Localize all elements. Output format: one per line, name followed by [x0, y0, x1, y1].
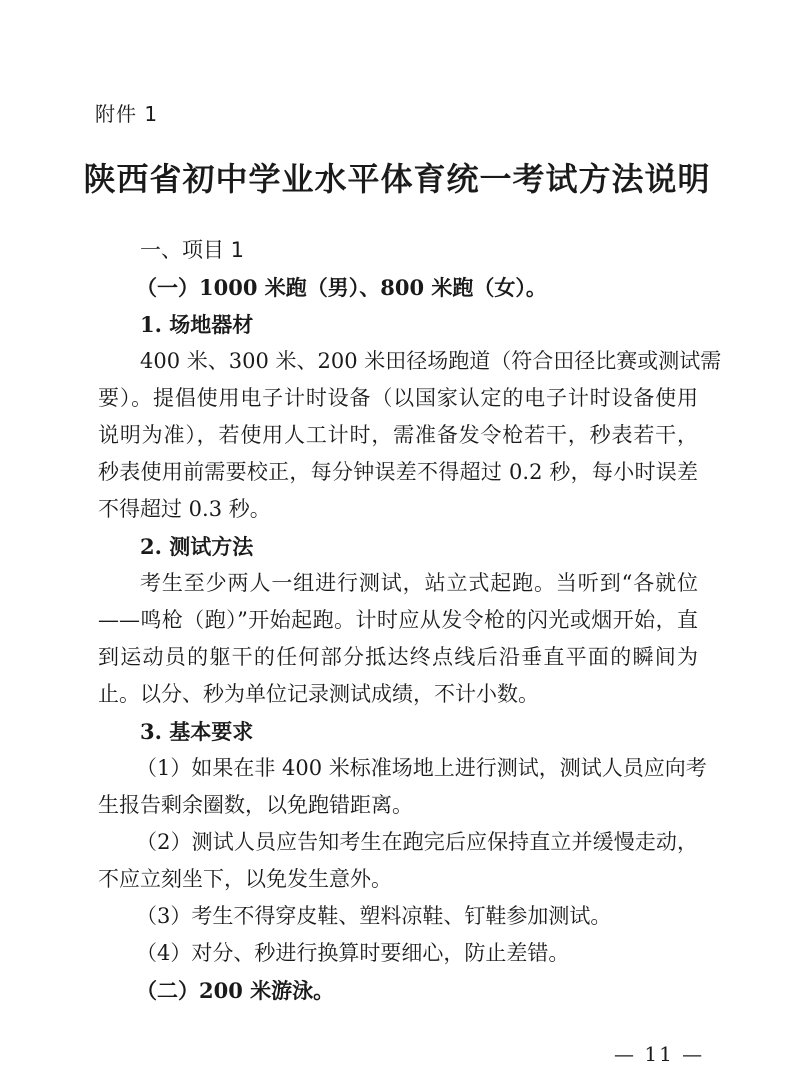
paragraph-line: ——鸣枪（跑）”开始起跑。计时应从发令枪的闪光或烟开始，直 [98, 608, 698, 632]
paragraph-line: 生报告剩余圈数，以免跑错距离。 [98, 793, 413, 817]
item-heading: 2. 测试方法 [140, 534, 254, 559]
subsection-heading: （一）1000 米跑（男）、800 米跑（女）。 [136, 275, 547, 300]
paragraph-line: （4）对分、秒进行换算时要细心，防止差错。 [136, 941, 570, 965]
paragraph-line: 考生至少两人一组进行测试，站立式起跑。当听到“各就位 [140, 571, 698, 595]
paragraph-line: 不得超过 0.3 秒。 [98, 497, 271, 521]
page-number: — 11 — [614, 1042, 705, 1066]
document-title: 陕西省初中学业水平体育统一考试方法说明 [83, 160, 711, 198]
paragraph-line: （2）测试人员应告知考生在跑完后应保持直立并缓慢走动， [136, 830, 698, 854]
paragraph-line: 要）。提倡使用电子计时设备（以国家认定的电子计时设备使用 [98, 386, 698, 410]
paragraph-line: 不应立刻坐下，以免发生意外。 [98, 867, 392, 891]
item-heading: 1. 场地器材 [140, 312, 254, 337]
paragraph-line: 止。以分、秒为单位记录测试成绩，不计小数。 [98, 682, 539, 706]
item-heading: 3. 基本要求 [140, 719, 254, 744]
paragraph-line: 到运动员的躯干的任何部分抵达终点线后沿垂直平面的瞬间为 [98, 645, 698, 669]
paragraph-line: 说明为准），若使用人工计时，需准备发令枪若干，秒表若干， [98, 423, 698, 447]
paragraph-line: 秒表使用前需要校正，每分钟误差不得超过 0.2 秒，每小时误差 [98, 460, 698, 484]
attachment-label: 附件 1 [95, 102, 159, 126]
paragraph-line: 400 米、300 米、200 米田径场跑道（符合田径比赛或测试需 [140, 349, 722, 373]
paragraph-line: （1）如果在非 400 米标准场地上进行测试，测试人员应向考 [136, 756, 707, 780]
document-body [98, 232, 722, 1009]
subsection-heading: （二）200 米游泳。 [136, 978, 335, 1003]
section-heading: 一、项目 1 [140, 238, 245, 262]
paragraph-line: （3）考生不得穿皮鞋、塑料凉鞋、钉鞋参加测试。 [136, 904, 612, 928]
